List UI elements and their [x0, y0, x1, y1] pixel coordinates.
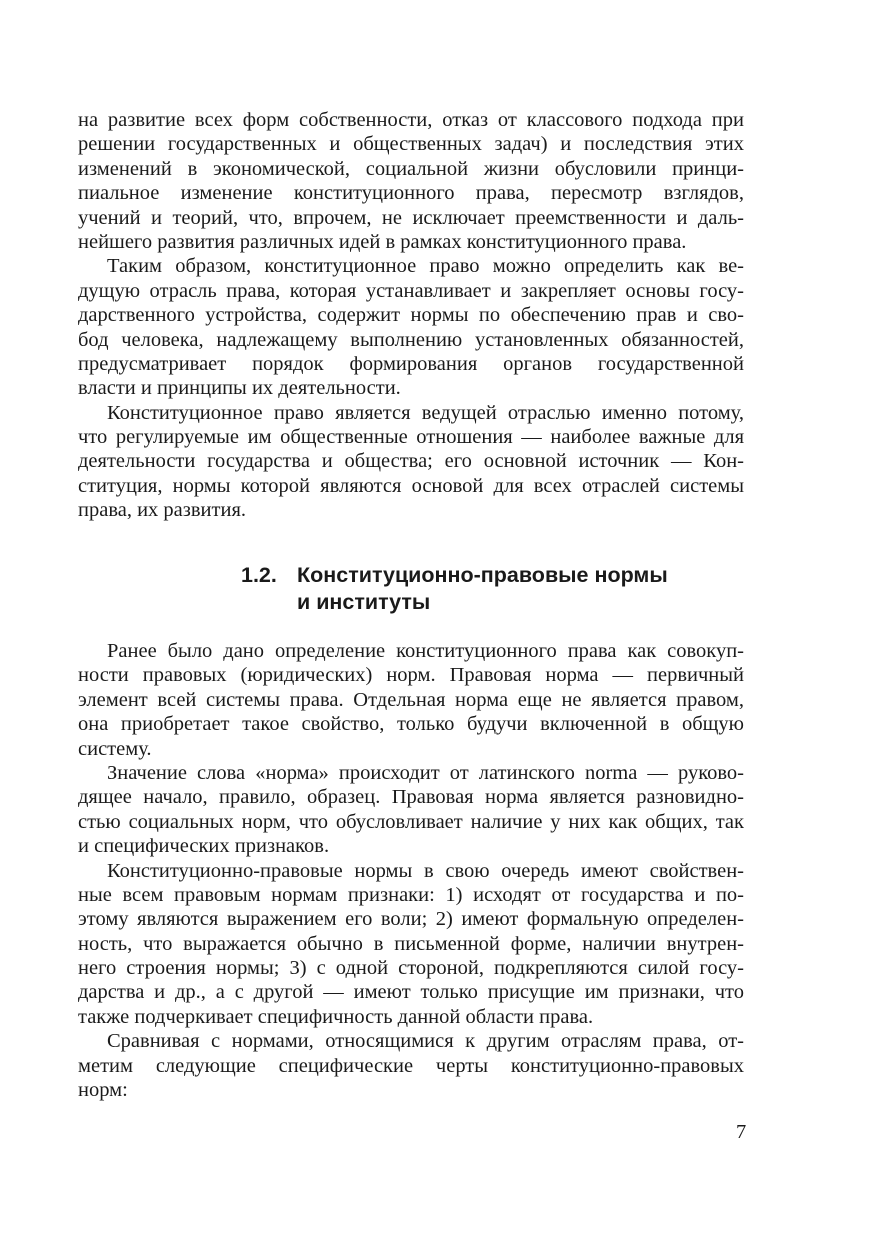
text-line: ституция, нормы которой являются основой для всех отраслей системы [78, 474, 744, 497]
text-line: власти и принципы их деятельности. [78, 377, 401, 400]
text-line: Конституционно-правовые нормы в свою очередь имеют свойствен- [107, 859, 744, 882]
text-line: дарства и др., а с другой — имеют только присущие им признаки, что [78, 981, 744, 1004]
text-line: предусматривает порядок формирования органов государственной [78, 352, 744, 375]
section-title [297, 562, 668, 616]
paragraph [78, 1029, 744, 1102]
text-line: учений и теорий, что, впрочем, не исключает преемственности и даль- [78, 206, 744, 229]
body-text-upper [78, 108, 744, 523]
text-line: Значение слова «норма» происходит от латинского norma — руково- [107, 761, 744, 784]
text-line: систему. [78, 737, 152, 760]
text-line: элемент всей системы права. Отдельная норма еще не является правом, [78, 688, 744, 711]
text-line: этому являются выражением его воли; 2) имеют формальную определен- [78, 908, 744, 931]
text-line: дящее начало, правило, образец. Правовая норма является разновидно- [78, 786, 744, 809]
text-line: дущую отрасль права, которая устанавливает и закрепляет основы госу- [78, 279, 744, 302]
text-line: и специфических признаков. [78, 835, 330, 858]
text-line: Конституционное право является ведущей отраслью именно потому, [107, 401, 744, 424]
text-line: изменений в экономической, социальной жизни обусловили принци- [78, 157, 744, 180]
text-line: пиальное изменение конституционного права, пересмотр взглядов, [78, 182, 744, 205]
body-text-lower [78, 639, 744, 1102]
text-line: норм: [78, 1079, 128, 1102]
paragraph [78, 639, 744, 761]
text-line: ные всем правовым нормам признаки: 1) исходят от государства и по- [78, 883, 744, 906]
text-line: нейшего развития различных идей в рамках конституционного права. [78, 230, 687, 253]
text-line: ность, что выражается обычно в письменной форме, наличии внутрен- [78, 932, 744, 955]
text-line: что регулируемые им общественные отношения — наиболее важные для [78, 426, 744, 449]
text-line: него строения нормы; 3) с одной стороной, подкрепляются силой госу- [78, 957, 744, 980]
text-line: ности правовых (юридических) норм. Правовая норма — первичный [78, 664, 744, 687]
paragraph [78, 254, 744, 400]
text-line: дарственного устройства, содержит нормы по обеспечению прав и сво- [78, 304, 744, 327]
text-line: на развитие всех форм собственности, отказ от классового подхода при [78, 109, 744, 131]
text-line: решении государственных и общественных задач) и последствия этих [78, 133, 744, 156]
paragraph [78, 859, 744, 1030]
text-line: Таким образом, конституционное право можно определить как ве- [107, 255, 744, 278]
paragraph [78, 108, 744, 254]
text-line: также подчеркивает специфичность данной области права. [78, 1005, 594, 1028]
text-line: она приобретает такое свойство, только будучи включенной в общую [78, 713, 744, 736]
section-number: 1.2. [241, 563, 277, 587]
text-line: метим следующие специфические черты конституционно-правовых [78, 1054, 744, 1077]
text-line: бод человека, надлежащему выполнению установленных обязанностей, [78, 328, 744, 351]
text-line: стью социальных норм, что обусловливает наличие у них как общих, так [78, 810, 744, 833]
section-title-line: Конституционно-правовые нормы [297, 563, 668, 587]
text-line: права, их развития. [78, 499, 247, 522]
section-title-line: и институты [297, 590, 431, 614]
text-line: деятельности государства и общества; его основной источник — Кон- [78, 450, 744, 473]
paragraph [78, 401, 744, 523]
text-line: Ранее было дано определение конституционного права как совокуп- [107, 640, 744, 662]
page-number: 7 [736, 1121, 747, 1143]
text-line: Сравнивая с нормами, относящимися к другим отраслям права, от- [107, 1030, 744, 1053]
paragraph [78, 761, 744, 859]
